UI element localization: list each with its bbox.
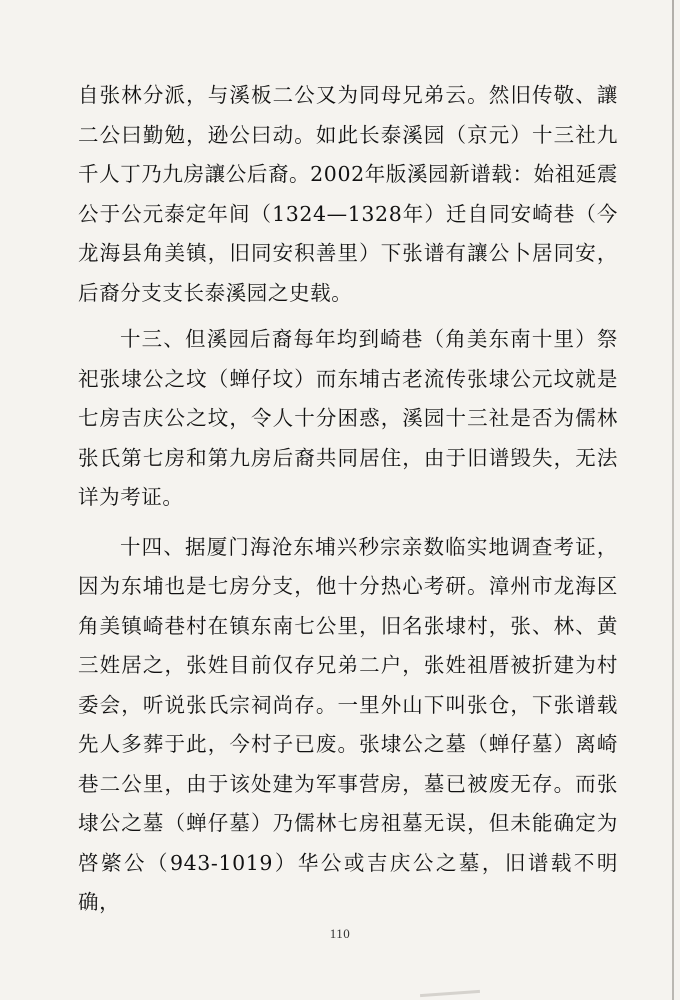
page-number: 110: [329, 926, 351, 941]
scan-artifact: [420, 990, 480, 997]
paragraph-continuation: 自张林分派，与溪板二公又为同母兄弟云。然旧传敬、讓二公曰勤勉，逊公曰动。如此长泰溪园（京元）十三社九千人丁乃九房讓公后裔。2002年版溪园新谱载：始祖延震公于公元泰定年间（1324—1328年）迁自同安崎巷（今龙海县角美镇，旧同安积善里）下张谱有讓公卜居同安，后裔分支支长泰溪园之史载。: [78, 83, 618, 305]
page-body: [78, 76, 618, 923]
paragraph-section-13: 十三、但溪园后裔每年均到崎巷（角美东南十里）祭祀张埭公之坟（蝉仔坟）而东埔古老流传张埭公元坟就是七房吉庆公之坟，令人十分困惑，溪园十三社是否为儒林张氏第七房和第九房后裔共同居住，由于旧谱毁失，无法详为考证。: [78, 327, 618, 509]
paragraph-section-14: 十四、据厦门海沧东埔兴秒宗亲数临实地调查考证，因为东埔也是七房分支，他十分热心考研。漳州市龙海区角美镇崎巷村在镇东南七公里，旧名张埭村，张、林、黄三姓居之，张姓目前仅存兄弟二户，张姓祖厝被折建为村委会，听说张氏宗祠尚存。一里外山下叫张仓，下张谱载先人多葬于此，今村子已废。张埭公之墓（蝉仔墓）离崎巷二公里，由于该处建为军事营房，墓已被废无存。而张埭公之墓（蝉仔墓）乃儒林七房祖墓无误，但未能确定为啓綮公（943-1019）华公或吉庆公之墓，旧谱载不明确，: [78, 534, 618, 914]
page-edge-shadow: [672, 0, 674, 1000]
